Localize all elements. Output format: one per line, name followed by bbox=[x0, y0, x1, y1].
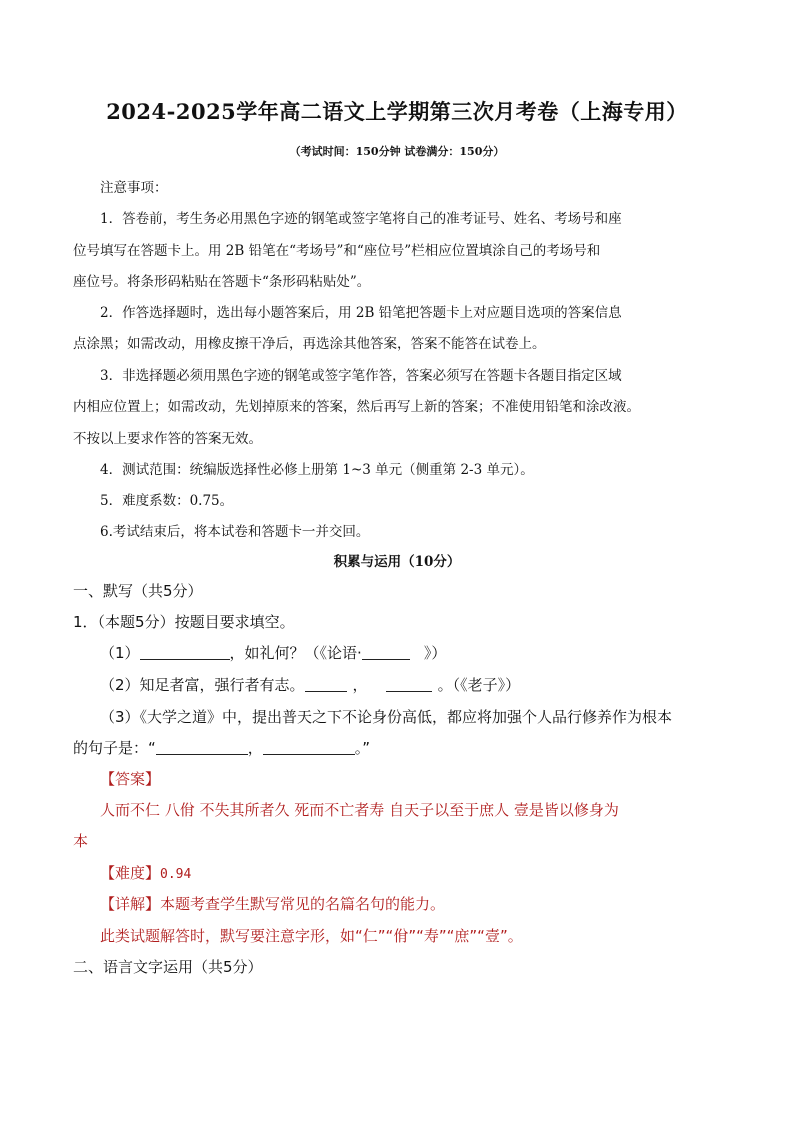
part-heading: 一、默写（共5分） bbox=[73, 582, 203, 600]
exam-info: （考试时间：150分钟 试卷满分：150分） bbox=[289, 145, 505, 158]
notice-line: 座位号。将条形码粘贴在答题卡“条形码粘贴处”。 bbox=[73, 274, 371, 290]
difficulty bbox=[100, 862, 191, 883]
notice-line: 点涂黑；如需改动，用橡皮擦干净后，再选涂其他答案，答案不能答在试卷上。 bbox=[73, 336, 546, 352]
question-1-3-line2: 的句子是：“ ， 。” bbox=[73, 739, 371, 757]
answer-blank[interactable] bbox=[263, 740, 355, 755]
detail-text: 本题考查学生默写常见的名篇名句的能力。 bbox=[160, 895, 446, 913]
notice-heading: 注意事项： bbox=[100, 180, 168, 196]
notice-line: 位号填写在答题卡上。用 2B 铅笔在“考场号”和“座位号”栏相应位置填涂自己的考场号和 bbox=[73, 243, 601, 259]
notice-line: 内相应位置上；如需改动，先划掉原来的答案，然后再写上新的答案；不准使用铅笔和涂改液。 bbox=[73, 399, 640, 415]
answer-blank[interactable] bbox=[362, 645, 410, 660]
detail-label: 【详解】 bbox=[100, 895, 161, 913]
notice-line: 3．非选择题必须用黑色字迹的钢笔或签字笔作答，答案必须写在答题卡各题目指定区域 bbox=[100, 368, 622, 384]
page-title: 2024-2025学年高二语文上学期第三次月考卷（上海专用） bbox=[106, 99, 688, 124]
question-1-1: （1） ，如礼何？（《论语· 》） bbox=[100, 644, 447, 662]
difficulty-label: 【难度】 bbox=[100, 864, 161, 882]
answer-text: 人而不仁 八佾 不失其所者久 死而不亡者寿 自天子以至于庶人 壹是皆以修身为 bbox=[100, 801, 619, 819]
answer-blank[interactable] bbox=[305, 677, 347, 692]
answer-text-cont: 本 bbox=[73, 832, 89, 850]
notice-line: 2．作答选择题时，选出每小题答案后，用 2B 铅笔把答题卡上对应题目选项的答案信息 bbox=[100, 305, 622, 321]
question-stem: 1．（本题5分）按题目要求填空。 bbox=[73, 613, 295, 631]
difficulty-value: 0.94 bbox=[160, 867, 192, 882]
answer-label: 【答案】 bbox=[100, 770, 161, 788]
detail bbox=[100, 893, 445, 914]
notice-line: 1．答卷前，考生务必用黑色字迹的钢笔或签字笔将自己的准考证号、姓名、考场号和座 bbox=[100, 211, 622, 227]
question-1-2: （2）知足者富，强行者有志。 ， 。（《老子》） bbox=[100, 676, 521, 694]
notice-line: 4．测试范围：统编版选择性必修上册第 1~3 单元（侧重第 2-3 单元）。 bbox=[100, 462, 534, 478]
notice-line: 5．难度系数：0.75。 bbox=[100, 493, 234, 509]
notice-line: 6.考试结束后，将本试卷和答题卡一并交回。 bbox=[100, 524, 370, 540]
part-heading: 二、语言文字运用（共5分） bbox=[73, 958, 263, 976]
detail-text-2: 此类试题解答时，默写要注意字形，如“仁”“佾”“寿”“庶”“壹”。 bbox=[100, 927, 523, 945]
answer-blank[interactable] bbox=[140, 645, 230, 660]
question-1-3-line1: （3）《大学之道》中，提出普天之下不论身份高低，都应将加强个人品行修养作为根本 bbox=[100, 708, 673, 726]
answer-blank[interactable] bbox=[386, 677, 432, 692]
notice-line: 不按以上要求作答的答案无效。 bbox=[73, 431, 262, 447]
answer-blank[interactable] bbox=[156, 740, 248, 755]
question-1-1-number: （1） bbox=[100, 644, 140, 662]
section-title: 积累与运用（10分） bbox=[333, 554, 461, 570]
